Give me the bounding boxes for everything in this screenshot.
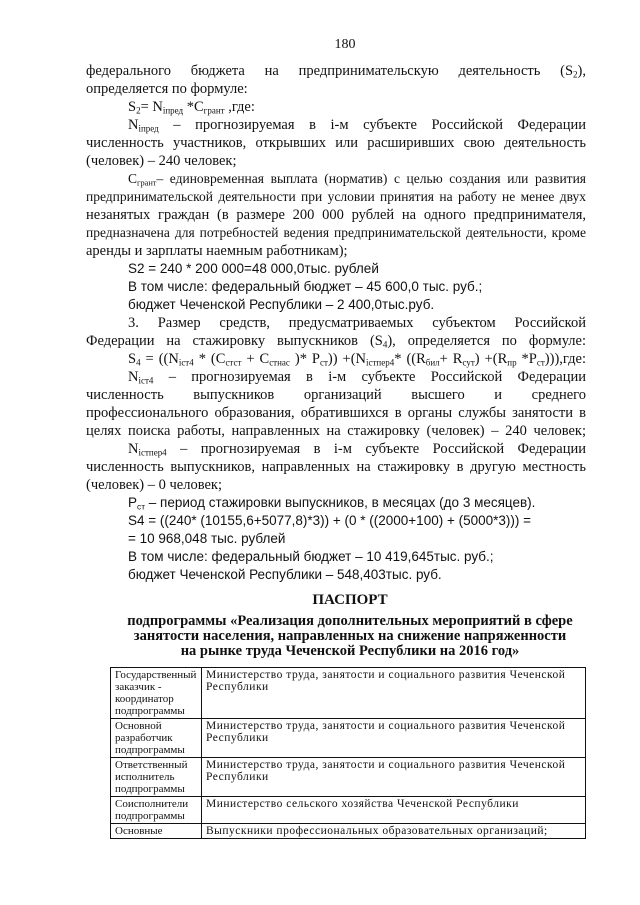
text-run: = 10 968,048 тыс. рублей bbox=[128, 531, 286, 546]
row-label: Государственный заказчик - координатор подпрограммы bbox=[111, 668, 202, 719]
subscript: iстпер4 bbox=[366, 357, 395, 368]
row-label: Ответственный исполнитель подпрограммы bbox=[111, 758, 202, 797]
text-run: бюджет Чеченской Республики – 548,403тыс. руб. bbox=[128, 567, 442, 582]
text-run: S4 = ((240* (10155,6+5077,8)*3)) + (0 * ((2000+100) + (5000*3))) = bbox=[128, 513, 532, 528]
text-run: ), bbox=[577, 63, 586, 79]
subscript: грант bbox=[203, 105, 225, 116]
subscript: грант bbox=[137, 178, 157, 188]
formula-line bbox=[86, 350, 586, 368]
text-run: численность выпускников, направленных на стажировку в другую местность bbox=[86, 459, 586, 475]
text-run: N bbox=[128, 117, 139, 133]
text-run: S2 = 240 * 200 000=48 000,0тыс. рублей bbox=[128, 261, 379, 276]
subscript: 2 bbox=[136, 105, 141, 116]
text-run: предпринимательской деятельности при условии принятия на работу не менее двух bbox=[86, 189, 586, 204]
table-row bbox=[111, 719, 586, 758]
body-line bbox=[86, 422, 586, 440]
body-line bbox=[86, 368, 586, 386]
subscript: iстпер4 bbox=[138, 447, 167, 458]
text-run: Р bbox=[128, 495, 138, 510]
subscript: 2 bbox=[573, 69, 578, 80]
text-run: Федерации на стажировку выпускников (S bbox=[86, 333, 383, 349]
body-line bbox=[86, 224, 586, 242]
row-label: Основные bbox=[111, 824, 202, 839]
body-line bbox=[86, 242, 586, 260]
body-line bbox=[86, 458, 586, 476]
text-run: – прогнозируемая в i-м субъекте Российской Федерации bbox=[166, 441, 586, 457]
body-line bbox=[86, 152, 586, 170]
subscript: ст bbox=[319, 357, 328, 368]
table-row bbox=[111, 824, 586, 839]
text-run: S bbox=[128, 99, 137, 115]
row-value: Министерство труда, занятости и социального развития Чеченской Республики bbox=[202, 668, 586, 719]
text-run: целях поиска работы, направленных на стажировку (человек) – 240 человек; bbox=[86, 423, 586, 439]
text-run: )* Р bbox=[289, 351, 320, 367]
subscript: ст bbox=[536, 357, 545, 368]
calculation-line bbox=[86, 566, 586, 584]
text-run: + R bbox=[439, 351, 463, 367]
subscript: 4 bbox=[382, 339, 388, 350]
text-run: *С bbox=[183, 99, 204, 115]
text-run: федерального бюджета на предпринимательскую деятельность (S bbox=[86, 63, 574, 79]
body-line bbox=[86, 188, 586, 206]
text-run: аренды и зарплаты наемным работникам); bbox=[86, 243, 348, 259]
calculation-line bbox=[86, 548, 586, 566]
row-value: Министерство труда, занятости и социального развития Чеченской Республики bbox=[202, 719, 586, 758]
row-value: Министерство сельского хозяйства Чеченской Республики bbox=[202, 797, 586, 824]
subscript: пр bbox=[507, 357, 517, 368]
body-line bbox=[86, 134, 586, 152]
text-run: (человек) – 240 человек; bbox=[86, 153, 237, 169]
row-value: Министерство труда, занятости и социального развития Чеченской Республики bbox=[202, 758, 586, 797]
text-run: численность выпускников организаций высшего и среднего bbox=[86, 387, 586, 403]
subscript: iст4 bbox=[138, 375, 154, 386]
text-run: 3. Размер средств, предусматриваемых субъектом Российской bbox=[128, 315, 586, 331]
body-line bbox=[86, 476, 586, 494]
text-run: – прогнозируемая в i-м субъекте Российской Федерации bbox=[153, 369, 586, 385]
subscript: стнас bbox=[269, 357, 290, 368]
passport-title: ПАСПОРТ bbox=[312, 592, 388, 608]
text-run: * (С bbox=[193, 351, 226, 367]
calculation-line bbox=[86, 296, 586, 314]
table-row bbox=[111, 797, 586, 824]
text-run: В том числе: федеральный бюджет – 10 419,645тыс. руб.; bbox=[128, 549, 494, 564]
text-run: ))),где: bbox=[544, 351, 586, 367]
text-run: = ((N bbox=[140, 351, 179, 367]
subscript: iпред bbox=[138, 123, 159, 134]
calculation-line bbox=[86, 260, 586, 278]
table-row bbox=[111, 758, 586, 797]
text-run: бюджет Чеченской Республики – 2 400,0тыс.руб. bbox=[128, 297, 435, 312]
text-run: S bbox=[128, 351, 137, 367]
text-run: N bbox=[128, 369, 139, 385]
passport-subtitle-line: на рынке труда Чеченской Республики на 2016 год» bbox=[180, 644, 520, 659]
body-line bbox=[86, 62, 586, 80]
page-number: 180 bbox=[334, 37, 356, 52]
calculation-line bbox=[86, 530, 586, 548]
text-run: профессионального образования, обратившихся в органы службы занятости в bbox=[86, 405, 586, 421]
text-run: ) +(R bbox=[474, 351, 508, 367]
body-line bbox=[86, 314, 586, 332]
subscript: бил bbox=[425, 357, 440, 368]
text-run: * ((R bbox=[394, 351, 426, 367]
text-run: незанятых граждан (в размере 200 000 рублей на одного предпринимателя, bbox=[86, 207, 586, 223]
text-run: определяется по формуле: bbox=[86, 81, 248, 97]
table-row bbox=[111, 668, 586, 719]
text-run: ,где: bbox=[224, 99, 255, 115]
subscript: сут bbox=[462, 357, 475, 368]
text-run: = N bbox=[140, 99, 163, 115]
passport-subtitle bbox=[100, 614, 600, 659]
body-line bbox=[86, 170, 586, 188]
subscript: iпред bbox=[162, 105, 184, 116]
body-line bbox=[86, 494, 586, 512]
calculation-line bbox=[86, 278, 586, 296]
row-label: Соисполнители подпрограммы bbox=[111, 797, 202, 824]
body-line bbox=[86, 80, 586, 98]
subscript: iст4 bbox=[178, 357, 194, 368]
text-run: N bbox=[128, 441, 139, 457]
body-line bbox=[86, 440, 586, 458]
row-value: Выпускники профессиональных образовательных организаций; bbox=[202, 824, 586, 839]
row-label: Основной разработчик подпрограммы bbox=[111, 719, 202, 758]
text-run: В том числе: федеральный бюджет – 45 600,0 тыс. руб.; bbox=[128, 279, 483, 294]
body-line bbox=[86, 386, 586, 404]
text-run: + С bbox=[241, 351, 270, 367]
passport-subtitle-line: занятости населения, направленных на снижение напряженности bbox=[133, 629, 567, 644]
passport-subtitle-line: подпрограммы «Реализация дополнительных мероприятий в сфере bbox=[127, 614, 573, 629]
text-run: численность участников, открывших или расширивших свою деятельность bbox=[86, 135, 586, 151]
calculation-line bbox=[86, 512, 586, 530]
subscript: ст bbox=[137, 501, 146, 512]
formula-line bbox=[86, 98, 586, 116]
text-run: (человек) – 0 человек; bbox=[86, 477, 222, 493]
body-line bbox=[86, 332, 586, 350]
body-line bbox=[86, 116, 586, 134]
text-run: ), определяется по формуле: bbox=[387, 333, 586, 349]
text-run: *Р bbox=[516, 351, 537, 367]
text-run: – прогнозируемая в i-м субъекте Российской Федерации bbox=[158, 117, 586, 133]
body-line bbox=[86, 404, 586, 422]
subscript: 4 bbox=[136, 357, 141, 368]
text-run: С bbox=[128, 171, 138, 186]
passport-table bbox=[110, 667, 586, 839]
text-run: предназначена для потребностей ведения предпринимательской деятельности, кроме bbox=[86, 225, 586, 240]
subscript: стст bbox=[225, 357, 242, 368]
body-line bbox=[86, 206, 586, 224]
body-text bbox=[86, 62, 586, 584]
text-run: )) +(N bbox=[327, 351, 367, 367]
text-run: – единовременная выплата (норматив) с целью создания или развития bbox=[156, 171, 586, 186]
text-run: – период стажировки выпускников, в месяцах (до 3 месяцев). bbox=[145, 495, 536, 510]
